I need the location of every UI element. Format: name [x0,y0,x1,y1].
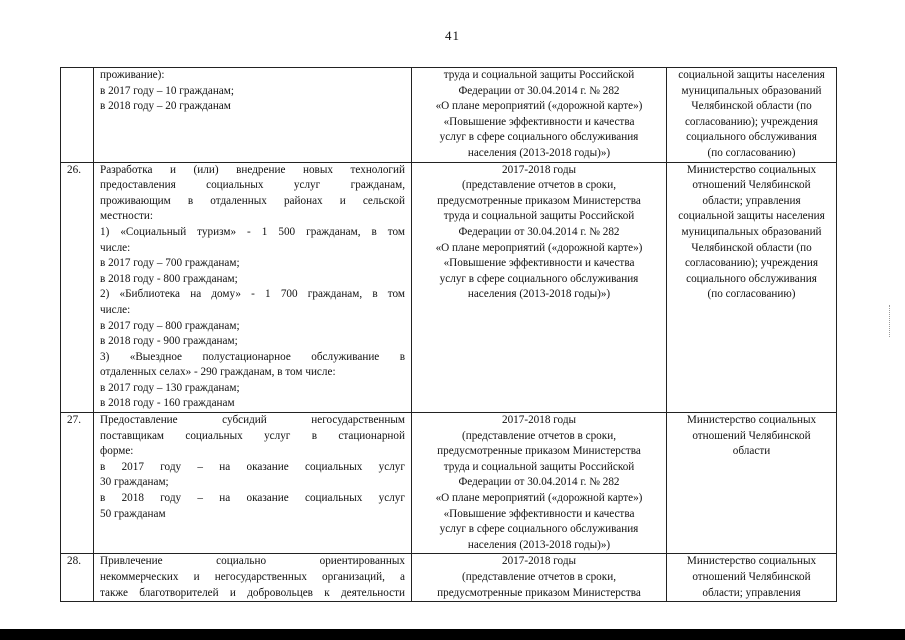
executor-line: муниципальных образований [681,84,822,97]
scan-margin-mark [889,305,892,337]
description-line: в 2018 году – 20 гражданам [100,100,231,113]
executor-cell [667,413,837,554]
executor-line: согласованию); учреждения [684,257,819,270]
description-line: в 2018 году - 160 гражданам [100,397,235,410]
executor-line: согласованию); учреждения [684,115,819,128]
deadline-line: 2017-2018 годы [501,163,577,176]
measures-table [60,67,837,602]
deadline-line: предусмотренные приказом Министерства [437,194,641,207]
description-line: 1) «Социальный туризм» - 1 500 гражданам, в том [100,225,405,238]
description-line: в 2018 году - 800 гражданам; [100,272,238,285]
row-number [61,162,94,413]
executor-line: (по согласованию) [707,146,796,159]
deadline-line: «Повышение эффективности и качества [443,115,635,128]
description-line: в 2017 году – 10 гражданам; [100,84,234,97]
deadline-line: (представление отчетов в сроки, [462,571,616,583]
executor-line: Министерство социальных [686,414,817,427]
table-row [61,554,837,602]
executor-line: Челябинской области (по [691,100,812,113]
executor-cell [667,554,837,602]
row-number-text: 28. [67,555,81,568]
description-line: предоставления социальных услуг гражданам, [100,179,405,192]
deadline-cell [412,68,667,163]
description-line: 2) «Библиотека на дому» - 1 700 гражданам, в том [100,288,405,301]
deadline-cell [412,413,667,554]
row-number [61,68,94,163]
executor-line: социального обслуживания [686,131,817,144]
description-line: отдаленных селах» - 290 гражданам, в том числе: [100,366,336,379]
measure-description-cell [94,68,412,163]
page-number: 41 [445,28,460,43]
description-line: в 2018 году – на оказание социальных услуг [100,492,405,505]
description-line: также благотворителей и добровольцев к деятельности [100,586,405,599]
deadline-cell [412,554,667,602]
table-row [61,413,837,554]
row-number [61,413,94,554]
deadline-line: Федерации от 30.04.2014 г. № 282 [458,84,620,97]
table-row [61,162,837,413]
description-line: в 2018 году - 900 гражданам; [100,335,238,348]
deadline-line: 2017-2018 годы [501,555,577,568]
executor-line: отношений Челябинской [692,571,811,583]
deadline-line: труда и социальной защиты Российской [443,210,635,223]
row-number-text: 27. [67,414,81,427]
deadline-line: 2017-2018 годы [501,414,577,427]
executor-cell [667,162,837,413]
deadline-line: населения (2013-2018 годы)») [467,538,611,551]
description-line: проживающим в отдаленных районах и сельской [100,194,405,207]
description-line: поставщикам социальных услуг в стационарной [100,429,405,442]
executor-line: области; управления [702,586,801,599]
measure-description-cell [94,554,412,602]
description-line: в 2017 году – 800 гражданам; [100,319,240,332]
executor-line: социальной защиты населения [678,210,825,223]
description-line: проживание): [100,69,165,81]
deadline-line: предусмотренные приказом Министерства [437,586,641,599]
executor-line: Министерство социальных [686,163,817,176]
description-line: 30 гражданам; [100,476,169,489]
deadline-line: услуг в сфере социального обслуживания [439,131,639,144]
description-line: числе: [100,241,131,254]
executor-line: области; управления [702,194,801,207]
deadline-line: населения (2013-2018 годы)») [467,146,611,159]
deadline-line: населения (2013-2018 годы)») [467,288,611,301]
deadline-line: «Повышение эффективности и качества [443,257,635,270]
deadline-line: предусмотренные приказом Министерства [437,445,641,458]
deadline-line: услуг в сфере социального обслуживания [439,272,639,285]
executor-line: социальной защиты населения [678,69,825,81]
deadline-line: «Повышение эффективности и качества [443,507,635,520]
deadline-line: услуг в сфере социального обслуживания [439,523,639,536]
deadline-line: «О плане мероприятий («дорожной карте») [435,492,643,505]
deadline-line: труда и социальной защиты Российской [443,69,635,81]
description-line: местности: [100,210,153,223]
executor-line: Челябинской области (по [691,241,812,254]
executor-line: области [732,445,771,458]
deadline-line: Федерации от 30.04.2014 г. № 282 [458,225,620,238]
description-line: Привлечение социально ориентированных [100,555,405,568]
description-line: числе: [100,303,131,316]
deadline-line: (представление отчетов в сроки, [462,429,616,442]
executor-cell [667,68,837,163]
executor-line: социального обслуживания [686,272,817,285]
description-line: форме: [100,445,134,458]
description-line: в 2017 году – 700 гражданам; [100,257,240,270]
deadline-line: Федерации от 30.04.2014 г. № 282 [458,476,620,489]
description-line: 3) «Выездное полустационарное обслуживание в [100,350,405,363]
deadline-line: «О плане мероприятий («дорожной карте») [435,241,643,254]
executor-line: отношений Челябинской [692,179,811,192]
scan-bottom-edge [0,629,905,640]
deadline-line: «О плане мероприятий («дорожной карте») [435,100,643,113]
row-number [61,554,94,602]
executor-line: Министерство социальных [686,555,817,568]
description-line: в 2017 году – 130 гражданам; [100,381,240,394]
deadline-line: труда и социальной защиты Российской [443,460,635,473]
row-number-text: 26. [67,163,81,176]
measure-description-cell [94,162,412,413]
deadline-cell [412,162,667,413]
deadline-line: (представление отчетов в сроки, [462,179,616,192]
table-row [61,68,837,163]
measure-description-cell [94,413,412,554]
executor-line: муниципальных образований [681,225,822,238]
description-line: 50 гражданам [100,507,166,520]
description-line: некоммерческих и негосударственных организаций, а [100,571,405,583]
description-line: Разработка и (или) внедрение новых технологий [100,163,405,176]
executor-line: отношений Челябинской [692,429,811,442]
description-line: в 2017 году – на оказание социальных услуг [100,460,405,473]
description-line: Предоставление субсидий негосударственным [100,414,405,427]
executor-line: (по согласованию) [707,288,796,301]
